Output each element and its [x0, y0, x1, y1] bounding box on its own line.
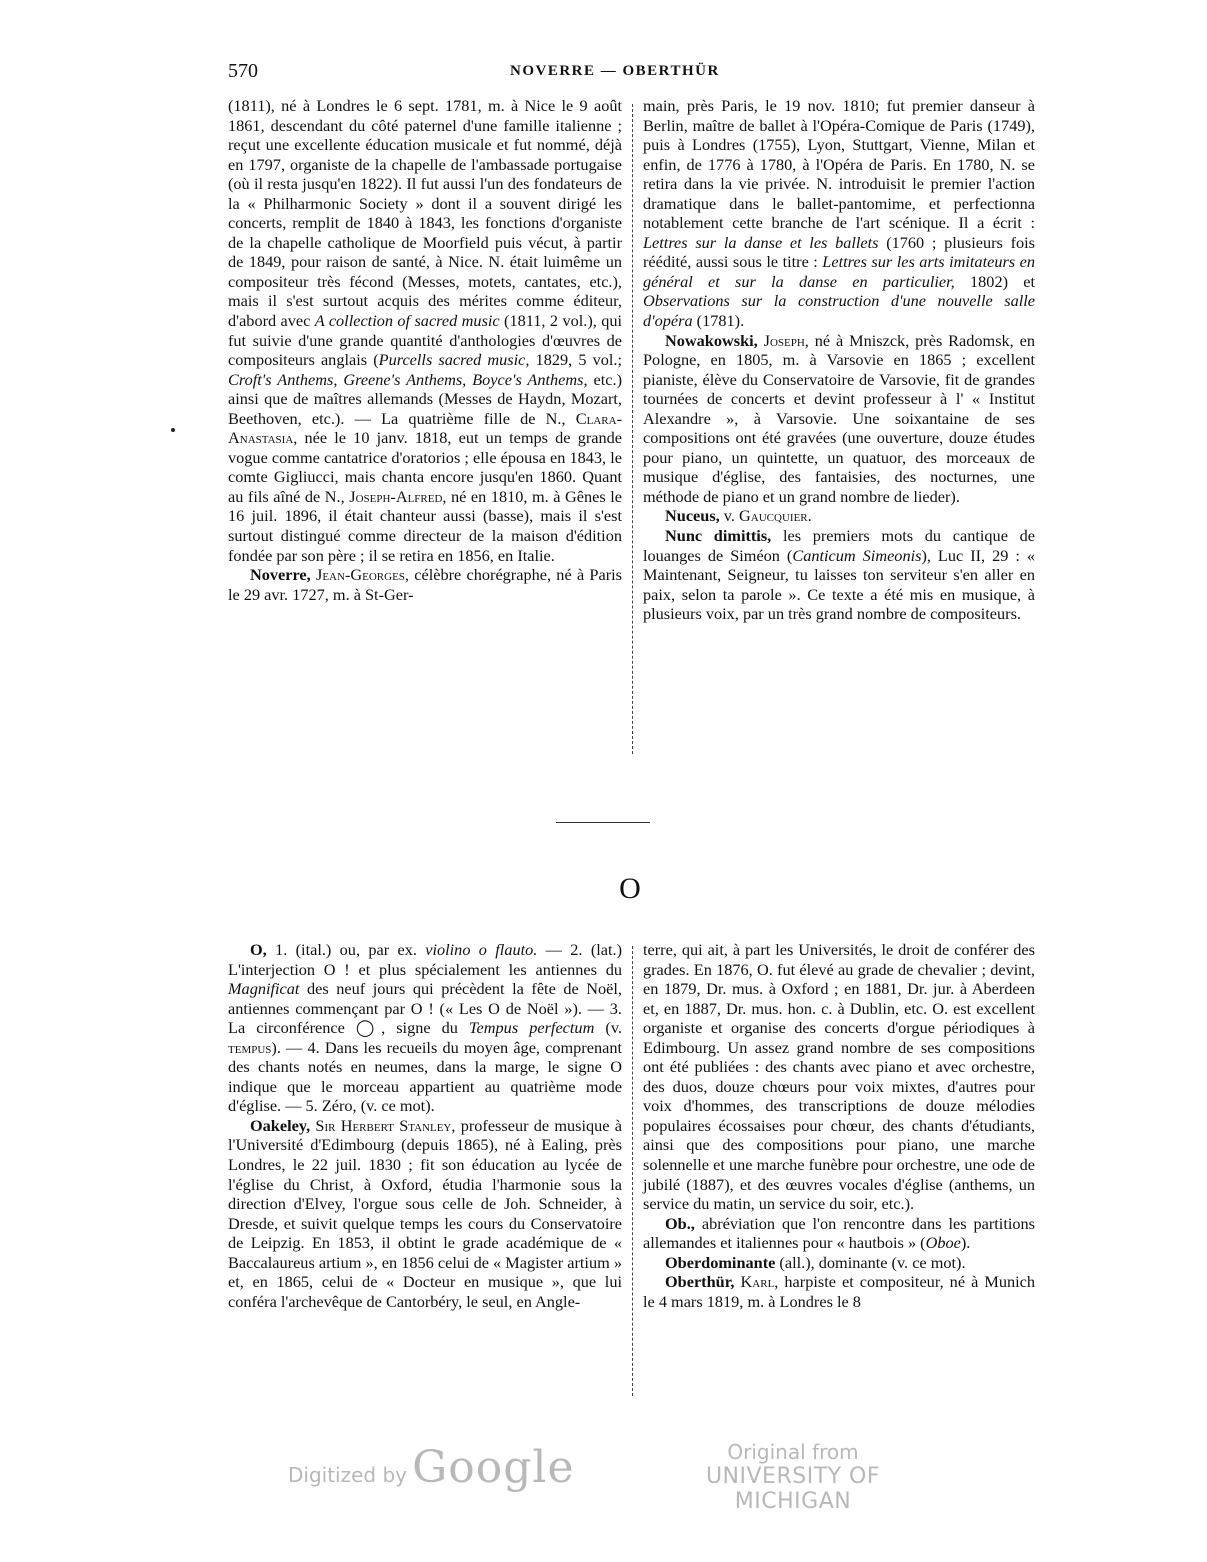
entry-o: O, 1. (ital.) ou, par ex. violino o flauto. — 2. (lat.) L'interjection O ! et plus spécialement les antiennes du Magnificat des neuf jours qui précèdent la fête de Noël, antiennes commençant par O ! (« Les O de Noël »). — 3. La circonférence ◯, signe du Tempus perfectum (v. tempus). — 4. Dans les recueils du moyen âge, comprenant des chants notés en neumes, dans la marge, le signe O indique que le morceau appartient au quatrième mode d'église. — 5. Zéro, (v. ce mot).	[228, 940, 623, 1116]
institution-name: UNIVERSITY OF MICHIGAN	[705, 1464, 881, 1514]
entry-headword: Ob.,	[665, 1213, 695, 1233]
entry-headword: O,	[250, 940, 267, 959]
entry-headword: Oberthür,	[665, 1272, 735, 1292]
entry-headword: Nunc dimittis,	[665, 526, 772, 546]
column-3	[228, 940, 622, 1311]
column-separator	[632, 946, 633, 1396]
google-logo: Google	[412, 1442, 575, 1493]
entry-oakeley: Oakeley, Sir Herbert Stanley, professeur de musique à l'Université d'Edimbourg (depuis 1865), né à Ealing, près Londres, le 22 juil. 1830 ; fit son éducation au lycée de l'église du Christ, à Oxford, étudia l'harmonie sous la direction d'Elvey, l'orgue sous celle de Joh. Schneider, à Dresde, et suivit quelque temps les cours du Conservatoire de Leipzig. En 1853, il obtint le grade académique de « Baccalaureus artium », en 1856 celui de « Magister artium » et, en 1865, celui de « Docteur en musique », que lui conféra l'archevêque de Cantorbéry, le seul, en Angle-	[228, 1115, 623, 1311]
entry-noverre: Noverre, Jean-Georges, célèbre chorégraphe, né à Paris le 29 avr. 1727, m. à St-Ger-	[228, 565, 622, 604]
page-number: 570	[228, 60, 258, 82]
digitized-by-watermark: Digitized by Google	[288, 1442, 575, 1493]
column-1	[228, 96, 622, 604]
entry-nunc-dimittis: Nunc dimittis, les premiers mots du cantique de louanges de Siméon (Canticum Simeonis), Luc II, 29 : « Maintenant, Seigneur, tu laisses ton serviteur s'en aller en paix, selon ta parole ». Ce texte a été mis en musique, à plusieurs voix, par un très grand nombre de compositeurs.	[643, 526, 1036, 624]
original-from-watermark: Original from UNIVERSITY OF MICHIGAN	[668, 1440, 918, 1514]
running-head: NOVERRE — OBERTHÜR	[510, 63, 720, 79]
column-4	[643, 940, 1035, 1311]
entry-headword: Nowakowski,	[665, 330, 758, 350]
section-divider	[556, 822, 650, 823]
entry-nuceus: Nuceus, v. Gaucquier.	[665, 506, 812, 526]
entry-oberthur: Oberthür, Karl, harpiste et compositeur, né à Munich le 4 mars 1819, m. à Londres le 8	[643, 1272, 1035, 1311]
entry-headword: Oakeley,	[250, 1115, 311, 1135]
entry-headword: Nuceus,	[665, 506, 720, 526]
entry-continuation: (1811), né à Londres le 6 sept. 1781, m. à Nice le 9 août 1861, descendant du côté paternel d'une famille italienne ; reçut une excellente éducation musicale et fut nommé, déjà en 1797, organiste de la chapelle de l'ambassade portugaise (où il resta jusqu'en 1822). Il fut aussi l'un des fondateurs de la « Philharmonic Society » dont il a souvent dirigé les concerts, remplit de 1840 à 1843, les fonctions d'organiste de la chapelle catholique de Moorfield puis vécut, à partir de 1849, pour raison de santé, à Nice. N. était luimême un compositeur très fécond (Messes, motets, cantates, etc.), mais il s'est surtout acquis des mérites comme éditeur, d'abord avec A collection of sacred music (1811, 2 vol.), qui fut suivie d'une grande quantité d'anthologies d'œuvres de compositeurs anglais (Purcells sacred music, 1829, 5 vol.; Croft's Anthems, Greene's Anthems, Boyce's Anthems, etc.) ainsi que de maîtres allemands (Messes de Haydn, Mozart, Beethoven, etc.). — La quatrième fille de N., Clara-Anastasia, née le 10 janv. 1818, eut un temps de grande vogue comme cantatrice d'oratorios ; elle épousa en 1843, le comte Gigliucci, mais chanta encore jusqu'en 1860. Quant au fils aîné de N., Joseph-Alfred, né en 1810, m. à Gênes le 16 juil. 1896, il était chanteur aussi (basse), mais il s'est surtout distingué comme directeur de la maison d'édition fondée par son père ; il se retira en 1856, en Italie.	[228, 96, 623, 565]
margin-speck	[171, 428, 175, 432]
column-separator	[632, 104, 633, 754]
entry-continuation: main, près Paris, le 19 nov. 1810; fut premier danseur à Berlin, maître de ballet à l'Opéra-Comique de Paris (1749), puis à Londres (1755), Lyon, Stuttgart, Vienne, Milan et enfin, de 1776 à 1780, à l'Opéra de Paris. En 1780, N. se retira dans la vie privée. N. introduisit le premier l'action dramatique dans le ballet-pantomime, et perfectionna notablement cette branche de l'art scénique. Il a écrit : Lettres sur la danse et les ballets (1760 ; plusieurs fois réédité, aussi sous le titre : Lettres sur les arts imitateurs en général et sur la danse en particulier, 1802) et Observations sur la construction d'une nouvelle salle d'opéra (1781).	[643, 96, 1036, 331]
entry-continuation: terre, qui ait, à part les Universités, le droit de conférer des grades. En 1876, O. fut élevé au grade de chevalier ; devint, en 1879, Dr. mus. à Oxford ; en 1881, Dr. jur. à Aberdeen et, en 1887, Dr. mus. hon. c. à Dublin, etc. O. est excellent organiste et organise des concerts d'orgue périodiques à Edimbourg. Un assez grand nombre de ses compositions ont été publiées : des chants avec piano et avec orchestre, des duos, douze chœurs pour voix mixtes, d'autres pour voix d'hommes, des transcriptions de douze mélodies populaires écossaises pour chœur, des chants d'étudiants, ainsi que des compositions pour piano, une marche solennelle et une marche funèbre pour orchestre, une ode de jubilé (1887), et des œuvres vocales d'église (anthems, un service du matin, un service du soir, etc.).	[643, 940, 1035, 1214]
entry-headword: Oberdominante	[665, 1252, 776, 1272]
column-2	[643, 96, 1035, 624]
page-header	[228, 60, 1036, 90]
entry-nowakowski: Nowakowski, Joseph, né à Mniszck, près Radomsk, en Pologne, en 1805, m. à Varsovie en 1865 ; excellent pianiste, élève du Conservatoire de Varsovie, fit de grandes tournées de concerts et devint professeur à l' « Institut Alexandre », à Varsovie. Une soixantaine de ses compositions ont été gravées (une ouverture, douze études pour piano, un quintette, un quatuor, des morceaux de musique d'église, des fantaisies, des nocturnes, une méthode de piano et un grand nombre de lieder).	[643, 330, 1035, 506]
entry-ob: Ob., abréviation que l'on rencontre dans les partitions allemandes et italiennes pour « hautbois » (Oboe).	[643, 1213, 1035, 1253]
section-letter: O	[619, 872, 641, 905]
entry-headword: Noverre,	[250, 565, 311, 585]
entry-oberdominante: Oberdominante (all.), dominante (v. ce mot).	[665, 1252, 966, 1272]
